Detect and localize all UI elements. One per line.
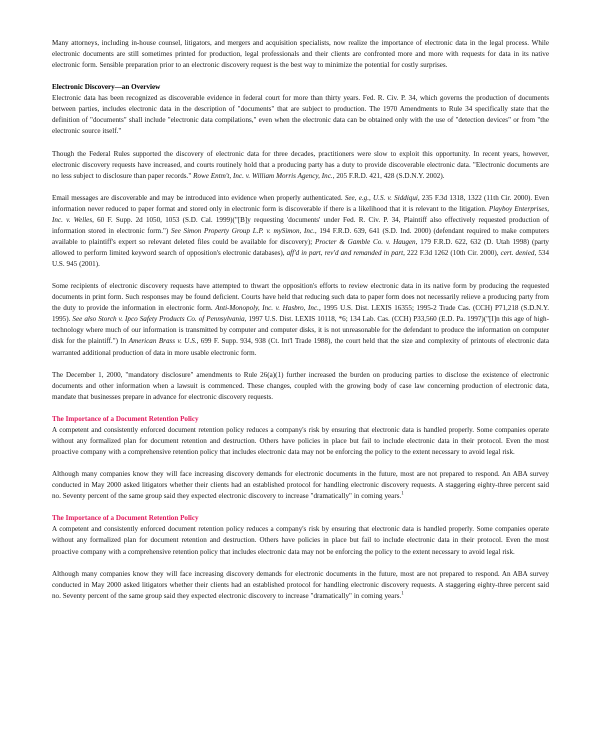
- footnote-marker-1: 1: [401, 491, 404, 497]
- document-body: [52, 38, 549, 602]
- paragraph-some-recipients: Some recipients of electronic discovery requests have attempted to thwart the opposition's efforts to review electronic data in its native form by producing the requested documents in print form. Such responses may be found deficient. Courts have held that reducing such data to paper form does not necessarily relieve a producing party from the duty to provide the information in electronic form. Anti-Monopoly, Inc. v. Hasbro, Inc., 1995 U.S. Dist. LEXIS 16355; 1995-2 Trade Cas. (CCH) P71,218 (S.D.N.Y. 1995). See also Storch v. Ipco Safety Products Co. of Pennsylvania, 1997 U.S. Dist. LEXIS 10118, *6; 134 Lab. Cas. (CCH) P33,560 (E.D. Pa. 1997)("[I]n this age of high-technology where much of our information is transmitted by computer and computer disks, it is not unreasonable for the defendant to produce the information on computer disk for the plaintiff.") In American Brass v. U.S., 699 F. Supp. 934, 938 (Ct. Int'l Trade 1988), the court held that the size and complexity of printouts of electronic data warranted additional production of data in more usable electronic form.: [52, 282, 549, 357]
- paragraph-aba-survey-2-text: Although many companies know they will face increasing discovery demands for electronic documents in the future, most are not prepared to respond. An ABA survey conducted in May 2000 asked litigators whether their clients had an established protocol for handling electronic discovery requests. A staggering eighty-three percent said no. Seventy percent of the same group said they expected electronic discovery to increase "dramatically" in coming years.: [52, 569, 549, 600]
- paragraph-competent-policy-1: A competent and consistently enforced document retention policy reduces a company's risk by ensuring that electronic data is handled properly. Some companies operate without any formalized plan for document retention and destruction. Others have policies in place but fail to include electronic data in their protocol. Even the most proactive company with a comprehensive retention policy that includes electronic data may not be enforcing the policy to the extent necessary to avoid legal risk.: [52, 425, 549, 457]
- paragraph-aba-survey-2: [52, 569, 549, 602]
- paragraph-spacer-1: [52, 502, 549, 513]
- section-heading-retention-policy-2: The Importance of a Document Retention Policy: [52, 514, 199, 523]
- paragraph-federal-rules: Though the Federal Rules supported the discovery of electronic data for three decades, practitioners were slow to exploit this opportunity. In recent years, however, electronic discovery requests have increased, and courts routinely hold that a producing party has a duty to provide discoverable electronic data. "Electronic documents are no less subject to disclosure than paper records." Rowe Entm't, Inc. v. William Morris Agency, Inc., 205 F.R.D. 421, 428 (S.D.N.Y. 2002).: [52, 149, 549, 180]
- paragraph-december-amendments: The December 1, 2000, "mandatory disclosure" amendments to Rule 26(a)(1) further increased the burden on producing parties to disclose the existence of electronic documents and other information when a lawsuit is commenced. These changes, coupled with the growing body of case law concerning production of electronic data, mandate that businesses prepare in advance for electronic discovery requests.: [52, 370, 549, 401]
- footnote-marker-2: 1: [401, 591, 404, 597]
- section-heading-electronic-discovery: Electronic Discovery—an Overview: [52, 83, 161, 92]
- paragraph-email-discoverable: Email messages are discoverable and may be introduced into evidence when properly authenticated. See, e.g., U.S. v. Siddiqui, 235 F.3d 1318, 1322 (11th Cir. 2000). Even information never reduced to paper format and stored only in electronic form is discoverable if there is a likelihood that it is relevant to the litigation. Playboy Enterprises, Inc. v. Welles, 60 F. Supp. 2d 1050, 1053 (S.D. Cal. 1999)("[B]y requesting 'documents' under Fed. R. Civ. P. 34, Plaintiff also effectively requested production of information stored in electronic form.") See Simon Property Group L.P. v. mySimon, Inc., 194 F.R.D. 639, 641 (S.D. Ind. 2000) (defendant required to make computers available to plaintiff's expert so relevant deleted files could be available for discovery); Procter & Gamble Co. v. Haugen, 179 F.R.D. 622, 632 (D. Utah 1998) (party allowed to perform limited keyword search of opposition's electronic databases), aff'd in part, rev'd and remanded in part, 222 F.3d 1262 (10th Cir. 2000), cert. denied, 534 U.S. 945 (2001).: [52, 193, 550, 269]
- paragraph-electronic-data-history: Electronic data has been recognized as discoverable evidence in federal court for more than thirty years. Fed. R. Civ. P. 34, which governs the production of documents between parties, includes electronic data in the description of "documents" that are subject to production. The 1970 Amendments to Rule 34 specifically state that the definition of "documents" shall include "electronic data compilations," even when the electronic data can be obtained only with the use of "detection devices" or from "the electronic source itself.": [52, 94, 549, 136]
- paragraph-aba-survey-1: [52, 469, 549, 502]
- paragraph-aba-survey-1-text: Although many companies know they will face increasing discovery demands for electronic documents in the future, most are not prepared to respond. An ABA survey conducted in May 2000 asked litigators whether their clients had an established protocol for handling electronic discovery requests. A staggering eighty-three percent said no. Seventy percent of the same group said they expected electronic discovery to increase "dramatically" in coming years.: [52, 470, 549, 501]
- paragraph-competent-policy-2: A competent and consistently enforced document retention policy reduces a company's risk by ensuring that electronic data is handled properly. Some companies operate without any formalized plan for document retention and destruction. Others have policies in place but fail to include electronic data in their protocol. Even the most proactive company with a comprehensive retention policy that includes electronic data may not be enforcing the policy to the extent necessary to avoid legal risk.: [52, 525, 549, 556]
- section-heading-retention-policy-1: The Importance of a Document Retention Policy: [52, 414, 199, 423]
- paragraph-intro: Many attorneys, including in-house counsel, litigators, and mergers and acquisition specialists, now realize the importance of electronic data in the legal process. While electronic documents are still sometimes printed for production, legal professionals and their clients are confronted more and more with requests for data in its native electronic form. Sensible preparation prior to an electronic discovery request is the best way to minimize the potential for costly surprises.: [52, 39, 549, 70]
